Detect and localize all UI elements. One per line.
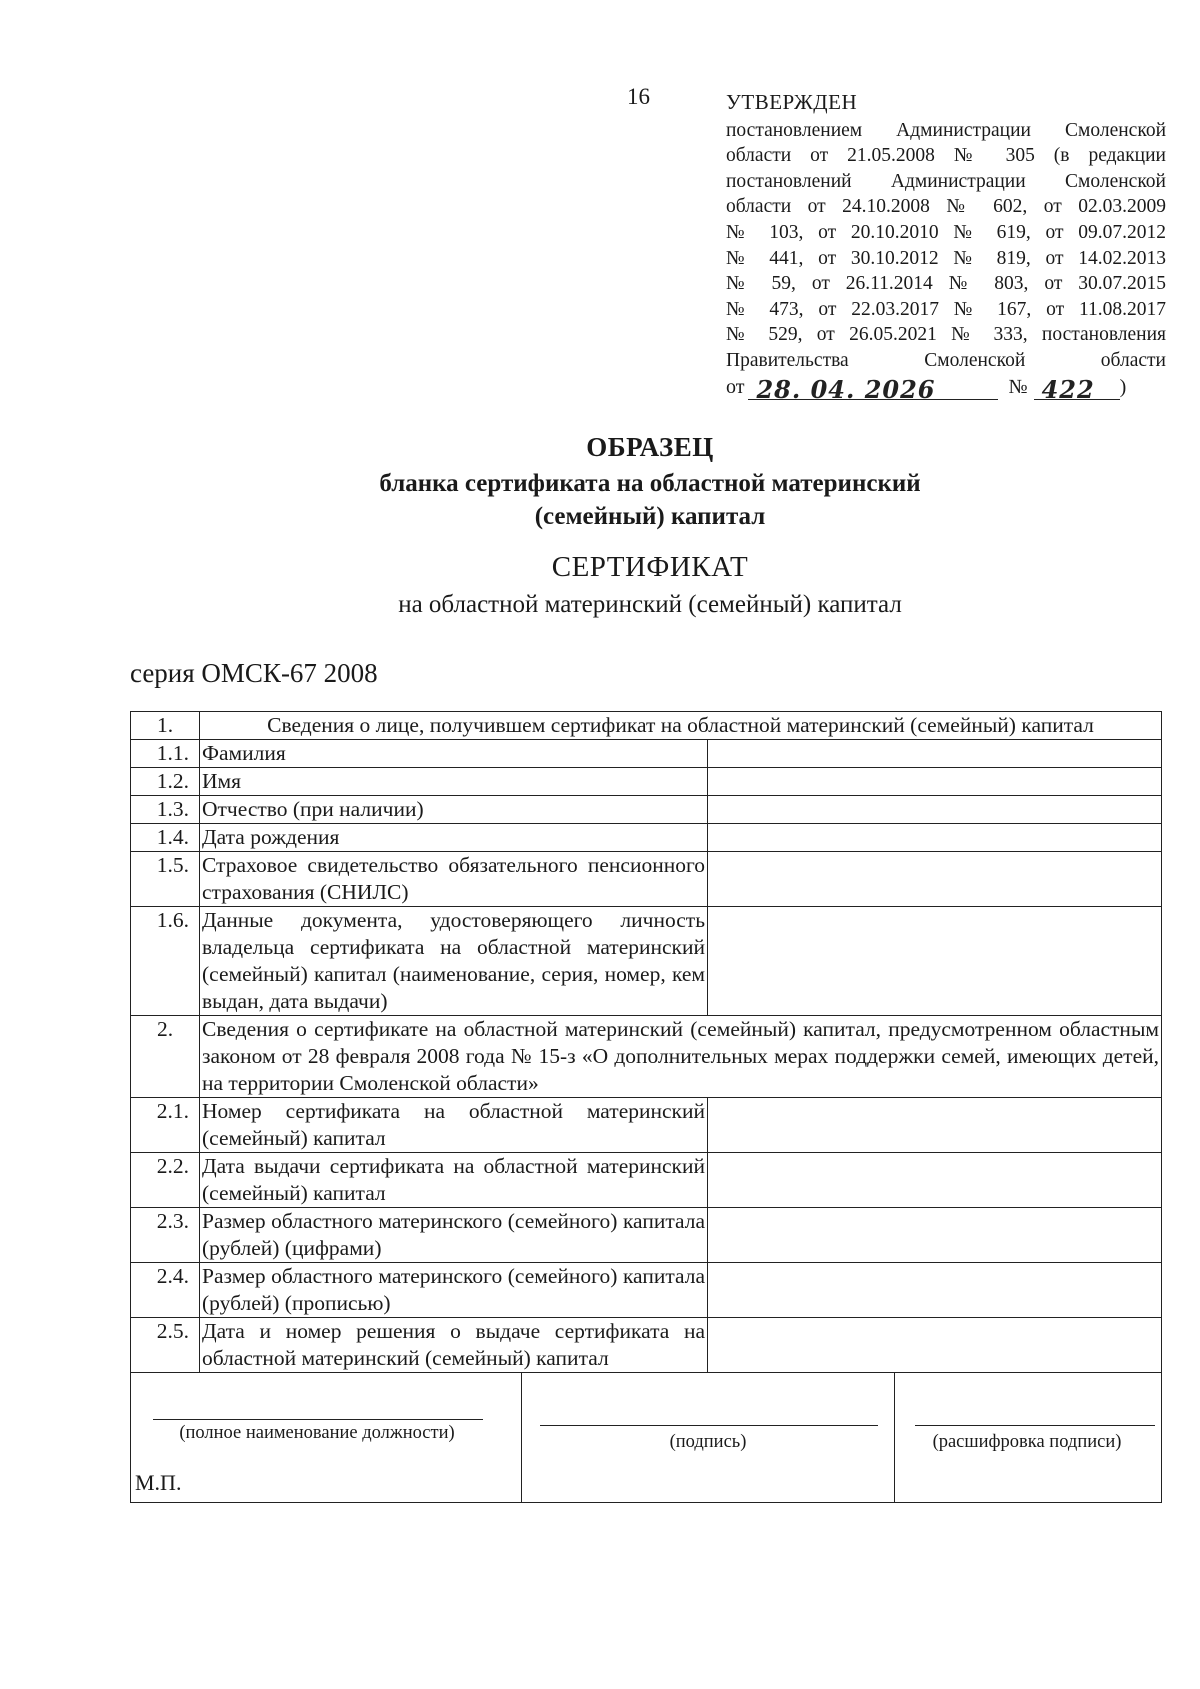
- row-value-field[interactable]: [708, 852, 1162, 907]
- row-value-field[interactable]: [708, 824, 1162, 852]
- row-label: Имя: [200, 768, 708, 796]
- row-label: Фамилия: [200, 740, 708, 768]
- number-label: №: [1008, 375, 1028, 398]
- row-number: 1.2.: [131, 768, 200, 796]
- row-label: Дата рождения: [200, 824, 708, 852]
- row-label: Дата и номер решения о выдаче сертификата на областной материнский (семейный) капитал: [200, 1318, 708, 1373]
- row-value-field[interactable]: [708, 1208, 1162, 1263]
- title-subtitle-line1: бланка сертификата на областной материнский: [379, 470, 921, 497]
- section-title: Сведения о лице, получившем сертификат на областной материнский (семейный) капитал: [200, 712, 1162, 740]
- certificate-subtitle: на областной материнский (семейный) капитал: [398, 591, 902, 618]
- row-number: 1.3.: [131, 796, 200, 824]
- title-subtitle-line2: (семейный) капитал: [534, 503, 766, 530]
- row-label: Отчество (при наличии): [200, 796, 708, 824]
- handwritten-date: 28. 04. 2026: [756, 374, 936, 404]
- signature-column: [521, 1372, 895, 1502]
- decryption-column: [893, 1372, 1161, 1502]
- series-label: серия ОМСК-67 2008: [130, 658, 378, 688]
- row-number: 1.5.: [131, 852, 200, 907]
- row-label: Данные документа, удостоверяющего личность владельца сертификата на областной материнский (семейный) капитал (наименование, серия, номер, кем выдан, дата выдачи): [200, 907, 708, 1016]
- section-number: 1.: [131, 712, 200, 740]
- certificate-form-table: [130, 711, 1162, 1373]
- row-label: Номер сертификата на областной материнский (семейный) капитал: [200, 1098, 708, 1153]
- signature-caption: (подпись): [669, 1432, 747, 1452]
- row-value-field[interactable]: [708, 796, 1162, 824]
- signature-block: [130, 1372, 1162, 1503]
- approval-line: № 103, от 20.10.2010 № 619, от 09.07.2012: [726, 221, 1166, 243]
- row-number: 2.1.: [131, 1098, 200, 1153]
- date-blank: [748, 374, 998, 404]
- approval-line: постановлением Администрации Смоленской: [726, 119, 1166, 141]
- from-label: от: [726, 375, 745, 398]
- table-row: [131, 796, 1162, 824]
- table-row: [131, 1318, 1162, 1373]
- section-number: 2.: [131, 1016, 200, 1098]
- row-number: 1.6.: [131, 907, 200, 1016]
- title-obrazec: ОБРАЗЕЦ: [586, 432, 714, 462]
- approval-line: постановлений Администрации Смоленской: [726, 170, 1166, 192]
- table-row: [131, 1263, 1162, 1318]
- row-number: 2.5.: [131, 1318, 200, 1373]
- row-number: 1.4.: [131, 824, 200, 852]
- stamp-label: М.П.: [135, 1470, 182, 1495]
- handwritten-number: 422: [1041, 374, 1095, 404]
- approval-line: № 59, от 26.11.2014 № 803, от 30.07.2015: [726, 273, 1166, 295]
- decryption-caption: (расшифровка подписи): [932, 1432, 1122, 1452]
- row-value-field[interactable]: [708, 907, 1162, 1016]
- approval-line: области от 21.05.2008 № 305 (в редакции: [726, 145, 1166, 167]
- decryption-line[interactable]: [915, 1425, 1155, 1426]
- row-label: Страховое свидетельство обязательного пенсионного страхования (СНИЛС): [200, 852, 708, 907]
- page-number: 16: [627, 84, 650, 109]
- row-number: 1.1.: [131, 740, 200, 768]
- approval-line: № 473, от 22.03.2017 № 167, от 11.08.2017: [726, 298, 1166, 320]
- table-row: [131, 1208, 1162, 1263]
- row-value-field[interactable]: [708, 1318, 1162, 1373]
- row-label: Размер областного материнского (семейного) капитала (рублей) (цифрами): [200, 1208, 708, 1263]
- section-row: [131, 712, 1162, 740]
- approval-line: области от 24.10.2008 № 602, от 02.03.2009: [726, 196, 1166, 218]
- row-label: Дата выдачи сертификата на областной материнский (семейный) капитал: [200, 1153, 708, 1208]
- row-value-field[interactable]: [708, 1098, 1162, 1153]
- table-row: [131, 852, 1162, 907]
- signature-line[interactable]: [540, 1425, 878, 1426]
- table-row: [131, 740, 1162, 768]
- number-blank: [1034, 374, 1120, 404]
- closing-paren: ): [1119, 375, 1127, 398]
- table-row: [131, 768, 1162, 796]
- approval-signature-line: [726, 374, 1166, 404]
- position-caption: (полное наименование должности): [179, 1423, 455, 1443]
- certificate-title: СЕРТИФИКАТ: [551, 551, 749, 583]
- approval-block: [726, 90, 1166, 404]
- row-value-field[interactable]: [708, 1153, 1162, 1208]
- table-row: [131, 907, 1162, 1016]
- approval-line: № 441, от 30.10.2012 № 819, от 14.02.2013: [726, 247, 1166, 269]
- row-value-field[interactable]: [708, 768, 1162, 796]
- approval-title: УТВЕРЖДЕН: [726, 90, 858, 114]
- table-row: [131, 1153, 1162, 1208]
- row-value-field[interactable]: [708, 1263, 1162, 1318]
- row-number: 2.2.: [131, 1153, 200, 1208]
- section-title: Сведения о сертификате на областной материнский (семейный) капитал, предусмотренном областным законом от 28 февраля 2008 года № 15-з «О дополнительных мерах поддержки семей, имеющих детей, на территории Смоленской области»: [200, 1016, 1162, 1098]
- section-row: [131, 1016, 1162, 1098]
- approval-line: № 529, от 26.05.2021 № 333, постановления: [726, 324, 1166, 346]
- table-row: [131, 824, 1162, 852]
- position-column: [131, 1372, 521, 1502]
- table-row: [131, 1098, 1162, 1153]
- row-label: Размер областного материнского (семейного) капитала (рублей) (прописью): [200, 1263, 708, 1318]
- approval-line: Правительства Смоленской области: [726, 349, 1166, 371]
- position-line[interactable]: [153, 1419, 483, 1420]
- row-number: 2.4.: [131, 1263, 200, 1318]
- row-number: 2.3.: [131, 1208, 200, 1263]
- row-value-field[interactable]: [708, 740, 1162, 768]
